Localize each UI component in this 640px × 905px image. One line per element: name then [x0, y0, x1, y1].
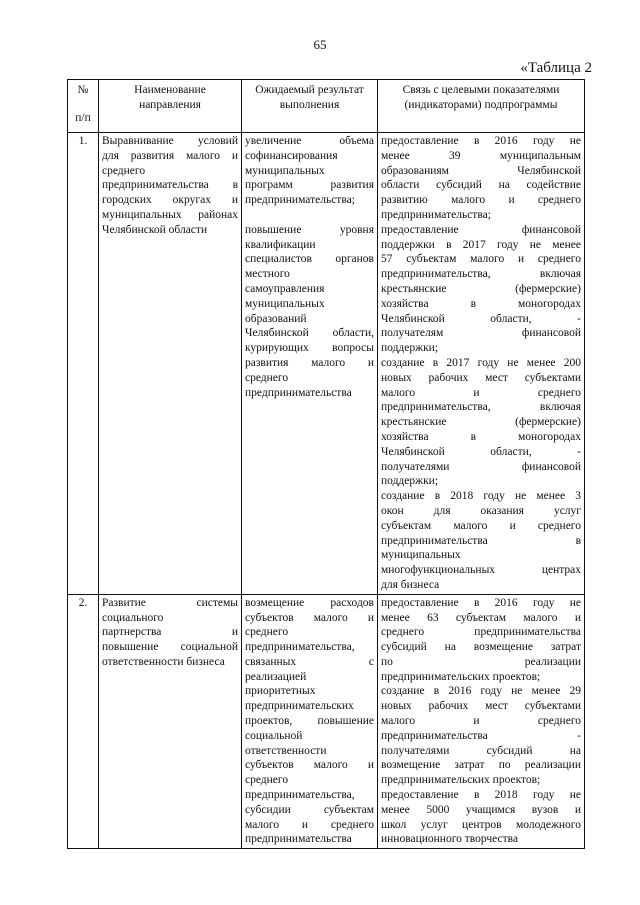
text-line: предоставление финансовой	[381, 223, 581, 236]
table-header-row	[68, 80, 585, 133]
text-line: предоставление в 2016 году не	[381, 596, 581, 609]
text-line: новых рабочих мест субъектами	[381, 371, 581, 384]
text-line: предпринимательства;	[245, 194, 355, 207]
table-caption: «Таблица 2	[520, 60, 592, 76]
text-line: поддержки в 2017 году не менее	[381, 238, 581, 251]
text-line: для бизнеса	[381, 578, 440, 591]
indicator-link-cell	[378, 133, 585, 595]
expected-result-cell	[242, 133, 378, 595]
text-line: местного	[245, 268, 290, 281]
text-line: муниципальных районах	[102, 208, 238, 221]
text-line: предпринимательства, включая	[381, 401, 581, 414]
text-line: программ развития	[245, 179, 374, 192]
text-line: для развития малого и	[102, 149, 238, 162]
text-line: Челябинской области,	[245, 327, 374, 340]
row-number: 2.	[68, 594, 99, 849]
header-number-label: №	[77, 84, 89, 96]
header-number-sublabel: п/п	[75, 112, 91, 125]
text-line: создание в 2016 году не менее 29	[381, 685, 581, 698]
text-line: малого и среднего	[245, 818, 374, 831]
text-line: муниципальных	[245, 164, 325, 177]
text-line: субъектам малого и среднего	[381, 519, 581, 532]
text-line: 57 субъектам малого и среднего	[381, 253, 581, 266]
indicator-link-cell	[378, 594, 585, 849]
text-line: среднего	[102, 164, 146, 177]
text-line: возмещение затрат по реализации	[381, 759, 581, 772]
text-line: школ услуг центров молодежного	[381, 818, 581, 831]
text-line: Челябинской области, -	[381, 312, 581, 325]
text-line: приоритетных	[245, 685, 316, 698]
text-line: предпринимательства,	[245, 789, 355, 802]
text-line: предпринимательства в	[102, 179, 238, 192]
text-line: Челябинской области, -	[381, 445, 581, 458]
text-line: ответственности	[245, 744, 327, 757]
text-line: менее 39 муниципальным	[381, 149, 581, 162]
page-number: 65	[313, 37, 327, 52]
text-line: предпринимательских	[245, 700, 354, 713]
table-row	[68, 133, 585, 595]
text-line: среднего	[245, 774, 289, 787]
text-line: предпринимательства -	[381, 729, 581, 742]
text-line: связанных с	[245, 655, 374, 668]
text-line: субсидий на возмещение затрат	[381, 641, 581, 654]
text-line: среднего	[245, 626, 289, 639]
text-line: среднего	[245, 371, 289, 384]
text-line: Челябинской области	[102, 223, 208, 236]
text-line: окон для оказания услуг	[381, 504, 581, 517]
text-line: повышение уровня	[245, 223, 374, 236]
text-line: предпринимательских проектов;	[381, 670, 541, 683]
text-line: области субсидий на содействие	[381, 179, 581, 192]
text-line: развития малого и	[245, 356, 374, 369]
text-line: курирующих вопросы	[245, 342, 374, 355]
program-table	[67, 79, 585, 849]
text-line: поддержки;	[381, 475, 439, 488]
header-number	[68, 80, 99, 133]
text-line: создание в 2018 году не менее 3	[381, 490, 581, 503]
header-indicator-link: Связь с целевыми показателями (индикаторами) подпрограммы	[378, 80, 585, 133]
text-line: субъектов малого и	[245, 759, 374, 772]
text-line: создание в 2017 году не менее 200	[381, 356, 581, 369]
text-line: по реализации	[381, 655, 581, 668]
text-line: поддержки;	[381, 342, 439, 355]
header-expected-result: Ожидаемый результат выполнения	[242, 80, 378, 133]
text-line: хозяйства в моногородах	[381, 297, 581, 310]
text-line: многофункциональных центрах	[381, 564, 581, 577]
text-line: Выравнивание условий	[102, 135, 238, 147]
expected-result-cell	[242, 594, 378, 849]
text-line: среднего предпринимательства	[381, 626, 581, 639]
text-line: образованиям Челябинской	[381, 164, 581, 177]
text-line: малого и среднего	[381, 715, 581, 728]
text-line: городских округах и	[102, 194, 238, 207]
text-line: партнерства и	[102, 626, 238, 639]
text-line: субсидии субъектам	[245, 803, 374, 816]
text-line: возмещение расходов	[245, 596, 374, 609]
text-line: предпринимательства;	[381, 208, 491, 221]
text-line: предпринимательства	[245, 833, 352, 846]
text-line: реализацией	[245, 670, 307, 683]
text-line: софинансирования	[245, 149, 338, 162]
text-line: образований	[245, 312, 307, 325]
text-line: квалификации	[245, 238, 316, 251]
text-line: предпринимательства, включая	[381, 268, 581, 281]
text-line: увеличение объема	[245, 135, 374, 147]
table-row	[68, 594, 585, 849]
text-line: получателями финансовой	[381, 460, 581, 473]
text-line: социального	[102, 611, 164, 624]
text-line: крестьянские (фермерские)	[381, 282, 581, 295]
text-line: предпринимательства,	[245, 641, 355, 654]
text-line: предпринимательства в	[381, 534, 581, 547]
text-line	[245, 208, 374, 223]
text-line: предоставление в 2018 году не	[381, 789, 581, 802]
text-line: муниципальных	[381, 549, 461, 562]
text-line: субъектов малого и	[245, 611, 374, 624]
text-line: менее 5000 учащимся вузов и	[381, 803, 581, 816]
text-line: предпринимательства	[245, 386, 352, 399]
text-line: муниципальных	[245, 297, 325, 310]
text-line: инновационного творчества	[381, 833, 519, 846]
text-line: развитию малого и среднего	[381, 194, 581, 207]
direction-name-cell	[99, 133, 242, 595]
text-line: малого и среднего	[381, 386, 581, 399]
row-number: 1.	[68, 133, 99, 595]
text-line: самоуправления	[245, 282, 325, 295]
text-line: Развитие системы	[102, 596, 238, 609]
text-line: хозяйства в моногородах	[381, 430, 581, 443]
text-line: ответственности бизнеса	[102, 655, 225, 668]
text-line: проектов, повышение	[245, 715, 374, 728]
direction-name-cell	[99, 594, 242, 849]
text-line: предоставление в 2016 году не	[381, 135, 581, 147]
text-line: новых рабочих мест субъектами	[381, 700, 581, 713]
text-line: получателями субсидий на	[381, 744, 581, 757]
text-line: специалистов органов	[245, 253, 374, 266]
text-line: крестьянские (фермерские)	[381, 416, 581, 429]
header-direction-name: Наименование направления	[99, 80, 242, 133]
text-line: предпринимательских проектов;	[381, 774, 541, 787]
text-line: получателям финансовой	[381, 327, 581, 340]
text-line: повышение социальной	[102, 641, 238, 654]
text-line: менее 63 субъектам малого и	[381, 611, 581, 624]
text-line: социальной	[245, 729, 303, 742]
